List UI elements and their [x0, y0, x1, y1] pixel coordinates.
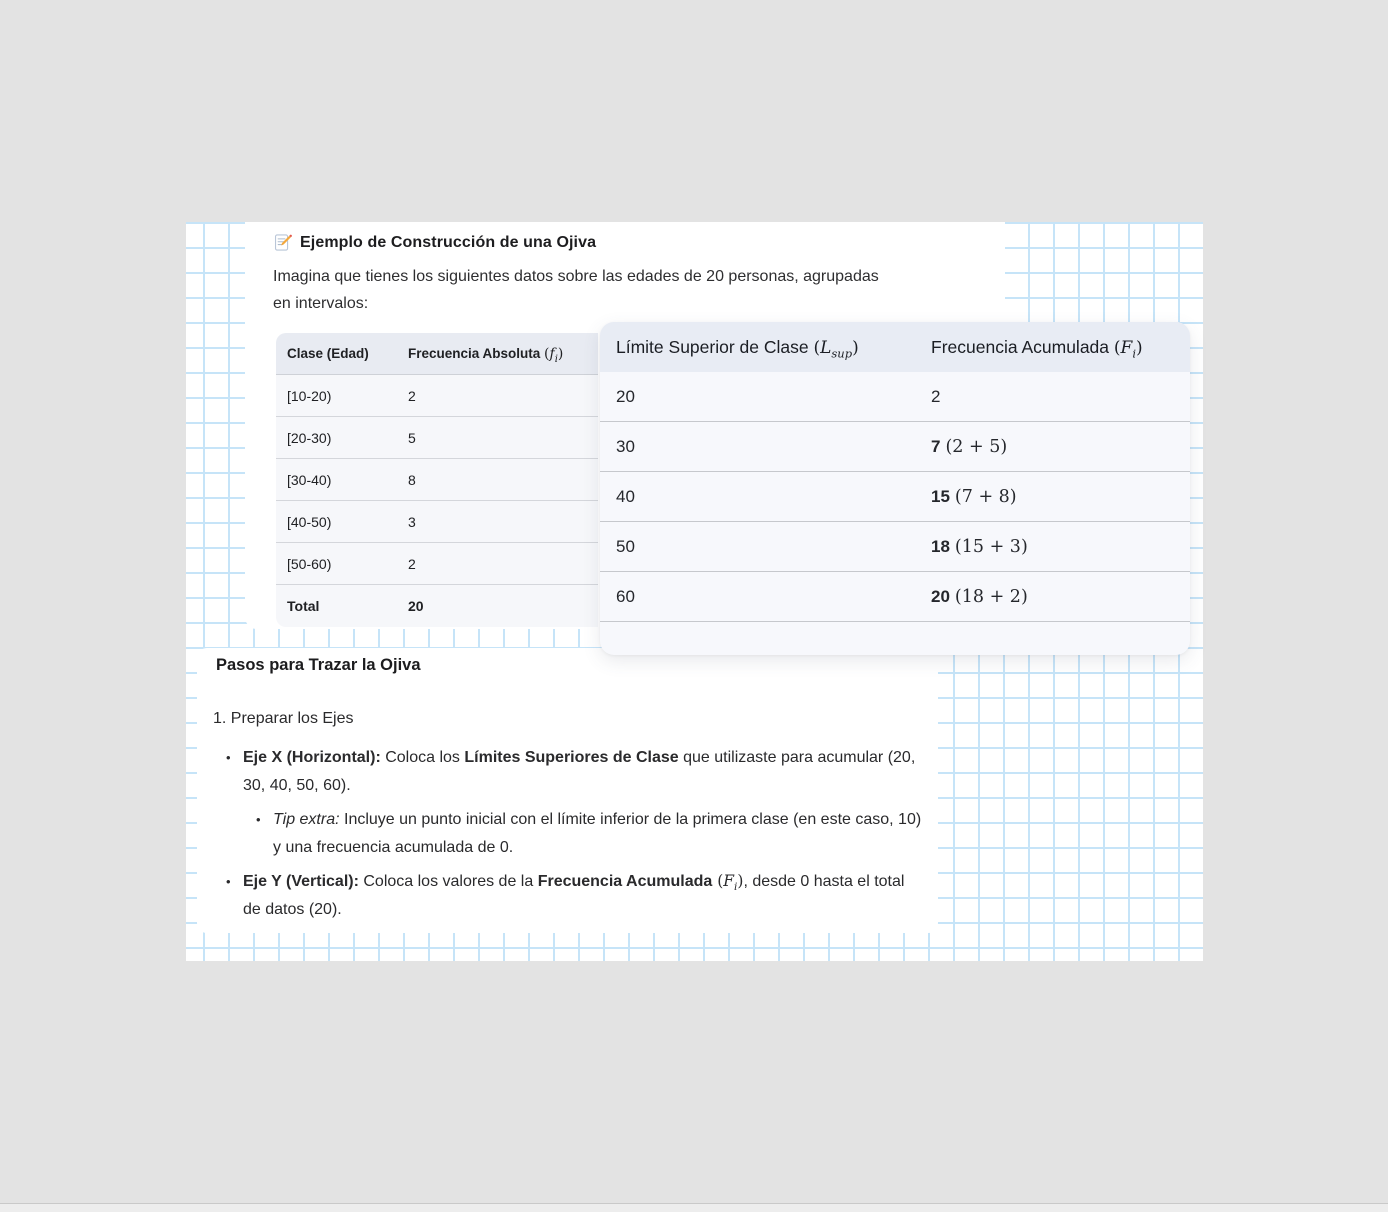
- bullet-eje-x: • Eje X (Horizontal): Coloca los Límites Superiores de Clase que utilizaste para acumular (20, 30, 40, 50, 60).: [243, 744, 919, 799]
- step1-title: 1. Preparar los Ejes: [213, 710, 354, 727]
- example-title: Ejemplo de Construcción de una Ojiva: [300, 233, 597, 251]
- bullet-dot: •: [256, 812, 261, 827]
- table-row: [50-60) 2: [276, 543, 598, 585]
- table-row: [20-30) 5: [276, 417, 598, 459]
- header-frecuencia-acumulada: Frecuencia Acumulada $(F_i)$: [931, 336, 1143, 360]
- header-clase: Clase (Edad): [287, 346, 369, 361]
- cumulative-table-card: [600, 322, 1190, 655]
- bullet-dot: •: [226, 750, 231, 765]
- table-row: 40 15 (7 + 8): [600, 472, 1190, 522]
- table-row: [10-20) 2: [276, 375, 598, 417]
- cumulative-table-header: [600, 322, 1190, 372]
- frequency-table-header: [276, 333, 598, 375]
- table-total-row: Total 20: [276, 585, 598, 627]
- memo-pencil-icon: [273, 233, 292, 252]
- table-row: 60 20 (18 + 2): [600, 572, 1190, 622]
- table-row: [30-40) 8: [276, 459, 598, 501]
- header-limite-superior: Límite Superior de Clase $(L_{sup})$: [616, 336, 859, 360]
- window-bottom-edge: [0, 1203, 1388, 1212]
- header-frecuencia-absoluta: Frecuencia Absoluta $(f_i)$: [408, 345, 564, 365]
- bullet-eje-y: • Eje Y (Vertical): Coloca los valores de la Frecuencia Acumulada $(F_i)$, desde 0 hasta el total de datos (20).: [243, 868, 908, 923]
- table-row: 50 18 (15 + 3): [600, 522, 1190, 572]
- frequency-table: [276, 333, 598, 627]
- table-row: 30 7 (2 + 5): [600, 422, 1190, 472]
- steps-card: [197, 648, 938, 933]
- bullet-tip-extra: • Tip extra: Incluye un punto inicial con el límite inferior de la primera clase (en este caso, 10) y una frecuencia acumulada de 0.: [273, 806, 928, 861]
- bullet-dot: •: [226, 874, 231, 889]
- example-intro: Imagina que tienes los siguientes datos sobre las edades de 20 personas, agrupadas en intervalos:: [273, 268, 879, 312]
- table-row: [40-50) 3: [276, 501, 598, 543]
- grid-paper-canvas: [186, 222, 1203, 961]
- example-title-row: [273, 233, 596, 252]
- steps-heading: Pasos para Trazar la Ojiva: [216, 656, 421, 674]
- table-row: 20 2: [600, 372, 1190, 422]
